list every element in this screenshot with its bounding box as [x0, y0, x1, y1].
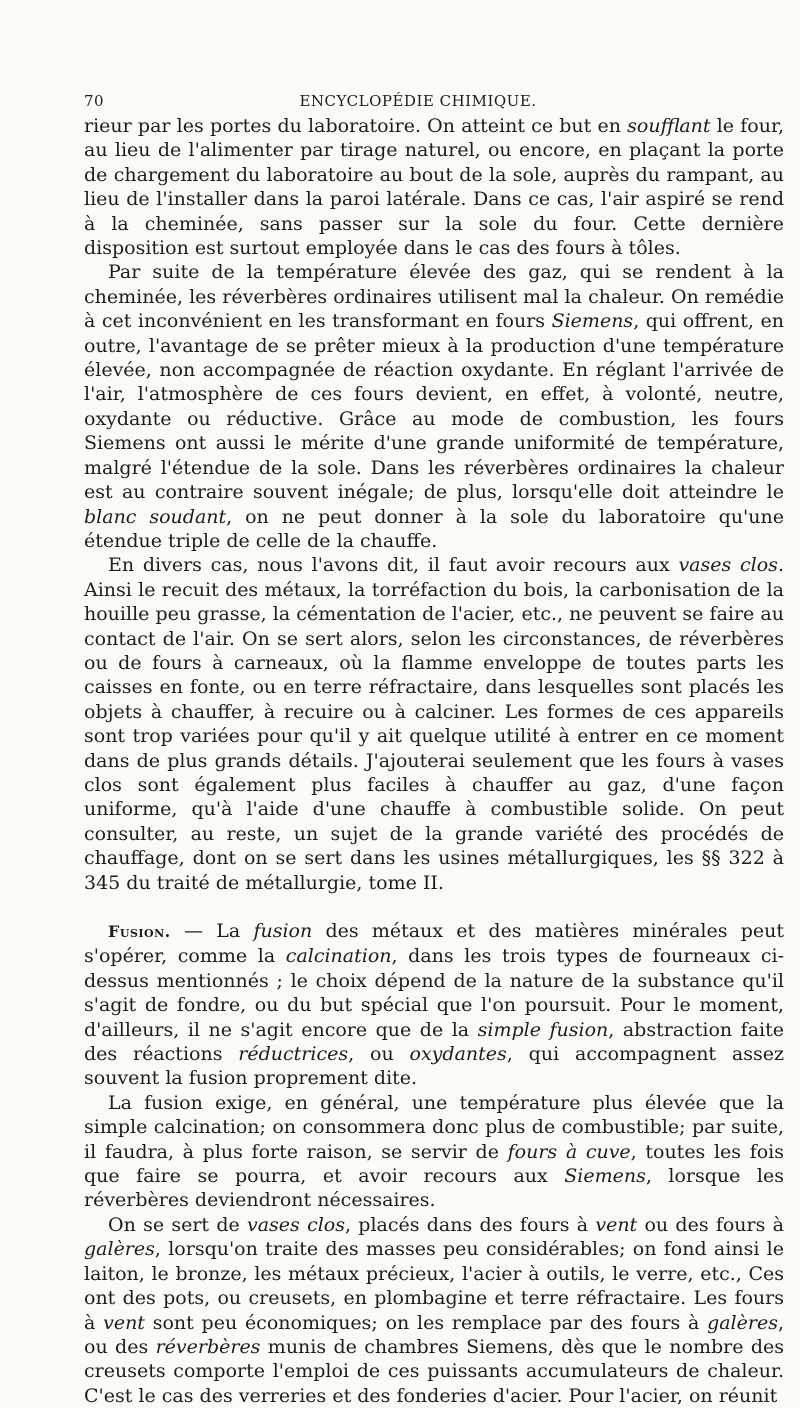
- page-number: 70: [84, 92, 105, 110]
- paragraph-1: rieur par les portes du laboratoire. On atteint ce but en soufflant le four, au lieu de l'alimenter par tirage naturel, ou encore, en plaçant la porte de chargement du laboratoire au bout de la sole, auprès du rampant, au lieu de l'installer dans la paroi latérale. Dans ce cas, l'air aspiré se rend à la cheminée, sans passer sur la sole du four. Cette dernière disposition est surtout employée dans le cas des fours à tôles.: [84, 115, 784, 260]
- paragraph-2: Par suite de la température élevée des gaz, qui se rendent à la cheminée, les réverbères ordinaires utilisent mal la chaleur. On remédie à cet inconvénient en les transformant en fours Siemens, qui offrent, en outre, l'avantage de se prêter mieux à la production d'une température élevée, non accompagnée de réaction oxydante. En réglant l'arrivée de l'air, l'atmosphère de ces fours devient, en effet, à volonté, neutre, oxydante ou réductive. Grâce au mode de combustion, les fours Siemens ont aussi le mérite d'une grande uniformité de température, malgré l'étendue de la sole. Dans les réverbères ordinaires la chaleur est au contraire souvent inégale; de plus, lorsqu'elle doit atteindre le blanc soudant, on ne peut donner à la sole du laboratoire qu'une étendue triple de celle de la chauffe.: [84, 261, 784, 552]
- paragraph-6: On se sert de vases clos, placés dans des fours à vent ou des fours à galères, lorsqu'on traite des masses peu considérables; on fond ainsi le laiton, le bronze, les métaux précieux, l'acier à outils, le verre, etc., Ces ont des pots, ou creusets, en plombagine et terre réfractaire. Les fours à vent sont peu économiques; on les remplace par des fours à galères, ou des réverbères munis de chambres Siemens, dès que le nombre des creusets comporte l'emploi de ces puissants accumulateurs de chaleur. C'est le cas des verreries et des fonderies d'acier. Pour l'acier, on réunit: [84, 1213, 784, 1407]
- section-heading-fusion: Fusion.: [108, 922, 171, 941]
- running-title: ENCYCLOPÉDIE CHIMIQUE.: [299, 92, 537, 110]
- paragraph-fusion: Fusion. — La fusion des métaux et des matières minérales peut s'opérer, comme la calcination, dans les trois types de fourneaux ci-dessus mentionnés ; le choix dépend de la nature de la substance qu'il s'agit de fondre, ou du but spécial que l'on poursuit. Pour le moment, d'ailleurs, il ne s'agit encore que de la simple fusion, abstraction faite des réactions réductrices, ou oxydantes, qui accompagnent assez souvent la fusion proprement dite.: [84, 920, 785, 1090]
- paragraph-5: La fusion exige, en général, une température plus élevée que la simple calcination; on consommera donc plus de combustible; par suite, il faudra, à plus forte raison, se servir de fours à cuve, toutes les fois que faire se pourra, et avoir recours aux Siemens, lorsque les réverbères deviendront nécessaires.: [84, 1091, 785, 1212]
- page-header: [84, 92, 752, 116]
- paragraph-3: En divers cas, nous l'avons dit, il faut avoir recours aux vases clos. Ainsi le recuit des métaux, la torréfaction du bois, la carbonisation de la houille peu grasse, la cémentation de l'acier, etc., ne peuvent se faire au contact de l'air. On se sert alors, selon les circonstances, de réverbères ou de fours à carneaux, où la flamme enveloppe de toutes parts les caisses en fonte, ou en terre réfractaire, dans lesquelles sont placés les objets à chauffer, à recuire ou à calciner. Les formes de ces appareils sont trop variées pour qu'il y ait quelque utilité à entrer en ce moment dans de plus grands détails. J'ajouterai seulement que les fours à vases clos sont également plus faciles à chauffer au gaz, d'une façon uniforme, qu'à l'aide d'une chauffe à combustible solide. On peut consulter, au reste, un sujet de la grande variété des procédés de chauffage, dont on se sert dans les usines métallurgiques, les §§ 322 à 345 du traité de métallurgie, tome II.: [84, 554, 784, 894]
- body-text: [84, 114, 784, 1408]
